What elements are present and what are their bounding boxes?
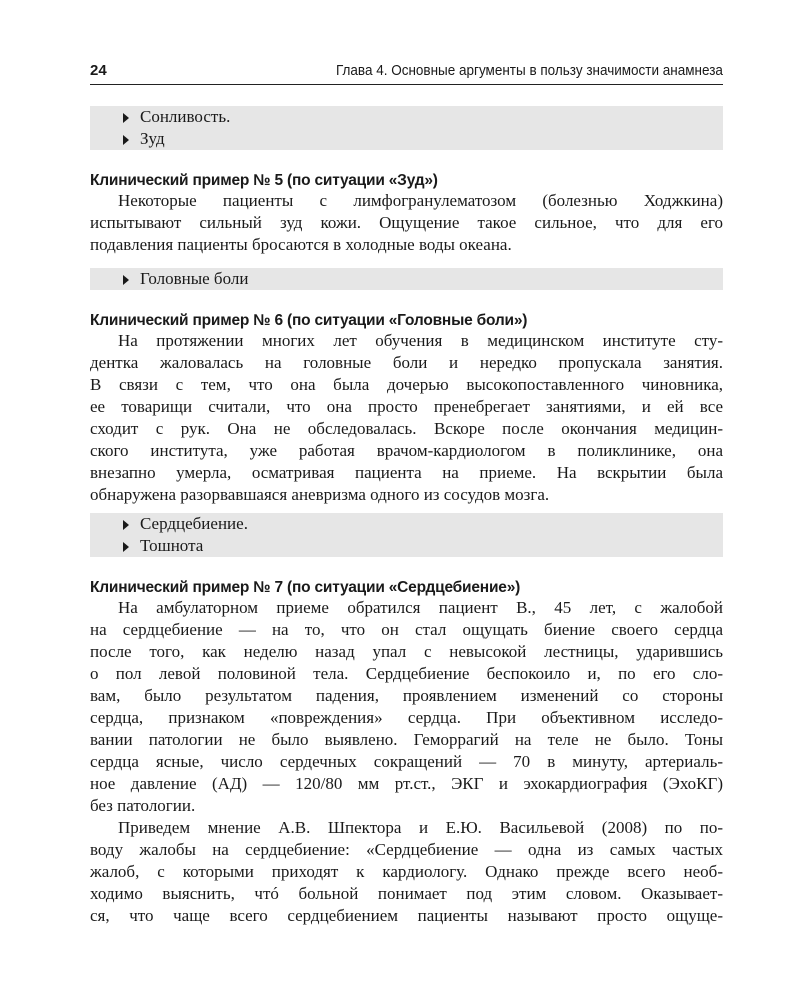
running-header: [90, 62, 723, 85]
situation-box-1: [90, 106, 723, 150]
example-5-text: [90, 190, 723, 256]
situation-box-2: [90, 268, 723, 290]
text-line: ся, что чаще всего сердцебиением пациенты называют просто ощуще-: [90, 906, 723, 925]
list-item: [90, 128, 723, 150]
page-number: 24: [90, 62, 107, 79]
bullet-arrow-icon: [123, 275, 129, 285]
text-line: подавления пациенты бросаются в холодные воды океана.: [90, 235, 512, 254]
text-line: на сердцебиение — на то, что он стал ощущать биение своего сердца: [90, 620, 723, 639]
list-item: [90, 513, 723, 535]
text-line: воду жалобы на сердцебиение: «Сердцебиение — одна из самых частых: [90, 840, 723, 859]
example-7-text: [90, 597, 723, 927]
list-item-text: Зуд: [140, 129, 165, 148]
text-line: обнаружена разорвавшаяся аневризма одного из сосудов мозга.: [90, 485, 550, 504]
text-line: вам, было результатом падения, проявлением изменений со стороны: [90, 686, 723, 705]
text-line: внезапно умерла, осматривая пациента на приеме. На вскрытии была: [90, 463, 723, 482]
bullet-arrow-icon: [123, 113, 129, 123]
bullet-arrow-icon: [123, 135, 129, 145]
list-item: [90, 268, 723, 290]
text-line: сходит с рук. Она не обследовалась. Вскоре после окончания медицин-: [90, 419, 723, 438]
example-5-heading: Клинический пример № 5 (по ситуации «Зуд»): [90, 172, 438, 189]
text-line: сердца, признаком «повреждения» сердца. При объективном исследо-: [90, 708, 723, 727]
text-line: после того, как неделю назад упал с невысокой лестницы, ударившись: [90, 642, 723, 661]
text-line: дентка жаловалась на головные боли и нередко пропускала занятия.: [90, 353, 723, 372]
text-line: без патологии.: [90, 796, 196, 815]
text-line: ее товарищи считали, что она просто пренебрегает занятиями, и ей все: [90, 397, 723, 416]
example-7-heading: Клинический пример № 7 (по ситуации «Сердцебиение»): [90, 579, 521, 596]
list-item-text: Головные боли: [140, 269, 249, 288]
text-line: вании патологии не было выявлено. Геморрагий на теле не было. Тоны: [90, 730, 723, 749]
text-line: Приведем мнение А.В. Шпектора и Е.Ю. Васильевой (2008) по по-: [118, 818, 723, 837]
chapter-title: Глава 4. Основные аргументы в пользу значимости анамнеза: [336, 62, 723, 79]
text-line: о пол левой половиной тела. Сердцебиение беспокоило и, по его сло-: [90, 664, 723, 683]
text-line: ное давление (АД) — 120/80 мм рт.ст., ЭКГ и эхокардиография (ЭхоКГ): [90, 774, 723, 793]
text-line: В связи с тем, что она была дочерью высокопоставленного чиновника,: [90, 375, 723, 394]
text-line: испытывают сильный зуд кожи. Ощущение такое сильное, что для его: [90, 213, 723, 232]
text-line: На амбулаторном приеме обратился пациент В., 45 лет, с жалобой: [118, 598, 723, 617]
text-line: сердца ясные, число сердечных сокращений — 70 в минуту, артериаль-: [90, 752, 723, 771]
situation-box-3: [90, 513, 723, 557]
bullet-arrow-icon: [123, 520, 129, 530]
list-item: [90, 535, 723, 557]
list-item-text: Сердцебиение.: [140, 514, 248, 533]
text-line: ского института, уже работая врачом-кардиологом в поликлинике, она: [90, 441, 723, 460]
example-6-text: [90, 330, 723, 506]
text-line: жалоб, с которыми приходят к кардиологу. Однако прежде всего необ-: [90, 862, 723, 881]
list-item-text: Тошнота: [140, 536, 204, 555]
text-line: На протяжении многих лет обучения в медицинском институте сту-: [118, 331, 723, 350]
list-item-text: Сонливость.: [140, 107, 231, 126]
text-line: Некоторые пациенты с лимфогранулематозом (болезнью Ходжкина): [118, 191, 723, 210]
example-6-heading: Клинический пример № 6 (по ситуации «Головные боли»): [90, 312, 528, 329]
bullet-arrow-icon: [123, 542, 129, 552]
text-line: ходимо выяснить, чтó больной понимает под этим словом. Оказывает-: [90, 884, 723, 903]
list-item: [90, 106, 723, 128]
